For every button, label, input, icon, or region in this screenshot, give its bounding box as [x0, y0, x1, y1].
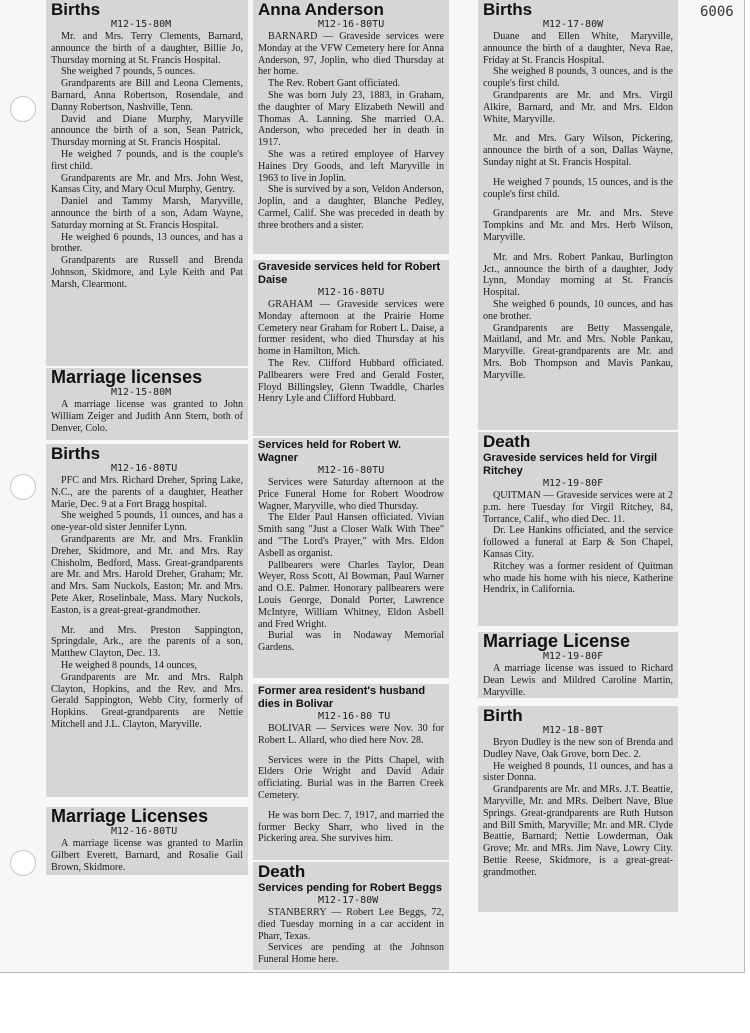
paragraph: Dr. Lee Hankins officiated, and the service followed a funeral at Earp & Son Chapel, Kansas City. — [483, 525, 673, 560]
paragraph: Grandparents are Mr. and Mrs. Franklin Dreher, Skidmore, and Mr. and Mrs. Ray Chisholm, Bedford, Mass. Great-grandparents are Mr. and Mrs. Harold Dreher, Graham; Mr. and Mrs. Sam Nuckols, Easton; Mr. and Mrs. Pete Aker, Roselinbale, Mass. Mary Nuckols, Easton, is a great-great-grandmother. — [51, 533, 243, 616]
clipping-marriage-licenses-2 — [46, 807, 248, 875]
clipping-heading: Births — [51, 444, 101, 463]
clipping-heading: Anna Anderson — [258, 0, 384, 19]
binder-hole — [10, 474, 36, 500]
clipping-robert-beggs — [253, 862, 449, 970]
clipping-heading: Births — [51, 0, 101, 19]
paragraph: Grandparents are Mr. and Mrs. John West, Kansas City, and Mary Ocul Murphy, Gentry. — [51, 172, 243, 196]
paragraph: Burial was in Nodaway Memorial Gardens. — [258, 630, 444, 654]
clipping-robert-daise — [253, 260, 449, 436]
clipping-subheading: Graveside services held for Virgil Ritchey — [483, 452, 658, 477]
paragraph: She weighed 7 pounds, 5 ounces. — [61, 66, 196, 78]
paragraph: Mr. and Mrs. Gary Wilson, Pickering, announce the birth of a son, Dallas Wayne, Sunday night at St. Francis Hospital. — [483, 133, 673, 168]
handwritten-date: M12-16-80TU — [111, 826, 178, 837]
paragraph: Services were Saturday afternoon at the Price Funeral Home for Robert Woodrow Wagner, Maryville, who died Thursday. — [258, 477, 444, 512]
handwritten-date: M12-15-80M — [111, 19, 172, 30]
paragraph: PFC and Mrs. Richard Dreher, Spring Lake, N.C., are the parents of a daughter, Heather Marie, Dec. 9 at a Fort Bragg hospital. — [51, 475, 243, 510]
clipping-births-2 — [46, 444, 248, 797]
paragraph: The Elder Paul Hansen officiated. Vivian Smith sang "Just a Closer Walk With Thee" and "The Lord's Prayer," with Mrs. Eldon Asbell as organist. — [258, 512, 444, 559]
page-number: 6006 — [700, 4, 734, 20]
handwritten-date: M12-17-80W — [318, 895, 379, 906]
paragraph: He was born Dec. 7, 1917, and married the former Becky Sharr, who lived in the Pickering area. She survives him. — [258, 809, 444, 845]
clipping-anna-anderson — [253, 0, 449, 254]
clipping-heading: Death — [483, 432, 531, 451]
handwritten-date: M12-18-80T — [543, 725, 604, 736]
paragraph: The Rev. Robert Gant officiated. — [268, 78, 401, 90]
paragraph: Grandparents are Russell and Brenda Johnson, Skidmore, and Lyle Keith and Pat Marsh, Clearmont. — [51, 255, 243, 290]
clipping-heading: Marriage Licenses — [51, 807, 209, 826]
clipping-marriage-licenses-1 — [46, 368, 248, 440]
binder-hole — [10, 850, 36, 876]
paragraph: He weighed 7 pounds, 15 ounces, and is the couple's first child. — [483, 176, 673, 200]
clipping-subheading: Services pending for Robert Beggs — [258, 882, 442, 894]
paragraph: Pallbearers were Charles Taylor, Dean Weyer, Ross Scott, Al Bowman, Paul Warner and O.E. Palmer. Honorary pallbearers were Louis George, Donald Porter, Lawrence McIntyre, William Whitney, Eldon Asbell and Fred Wright. — [258, 559, 444, 630]
paragraph: BARNARD — Graveside services were Monday at the VFW Cemetery here for Anna Anderson, 97, Joplin, who died Thursday at her home. — [258, 31, 444, 78]
paragraph: QUITMAN — Graveside services were at 2 p.m. here Tuesday for Virgil Ritchey, 84, Torrance, Calif., who died Dec. 11. — [483, 490, 673, 525]
clipping-births-3 — [478, 0, 678, 430]
handwritten-date: M12-15-80M — [111, 387, 172, 398]
clipping-heading: Marriage licenses — [51, 368, 203, 387]
paragraph: He weighed 8 pounds, 11 ounces, and has a sister Donna. — [483, 760, 673, 784]
clipping-heading: Death — [258, 862, 306, 881]
paragraph: A marriage license was issued to Richard Dean Lewis and Mildred Caroline Martin, Maryville. — [483, 663, 673, 698]
paragraph: A marriage license was granted to Marlin Gilbert Everett, Barnard, and Rosalie Gail Brown, Skidmore. — [51, 838, 243, 873]
paragraph: Mr. and Mrs. Robert Pankau, Burlington Jct., announce the birth of a daughter, Jody Lynn, Monday morning at St. Francis Hospital. — [483, 251, 673, 299]
paragraph: Mr. and Mrs. Preston Sappington, Springdale, Ark., are the parents of a son, Matthew Clayton, Dec. 13. — [51, 624, 243, 660]
clipping-heading: Marriage License — [483, 632, 631, 651]
paragraph: Grandparents are Mr. and Mrs. Virgil Alkire, Barnard, and Mr. and Mrs. Eldon White, Maryville. — [483, 89, 673, 125]
handwritten-date: M12-16-80 TU — [318, 711, 391, 722]
clipping-marriage-license-3 — [478, 632, 678, 698]
clipping-heading: Graveside services held for Robert Daise — [258, 261, 441, 286]
clipping-birth-4 — [478, 706, 678, 912]
paragraph: He weighed 6 pounds, 13 ounces, and has a brother. — [51, 231, 243, 255]
paragraph: Grandparents are Mr. and Mrs. Steve Tompkins and Mr. and Mrs. Herb Wilson, Maryville. — [483, 208, 673, 243]
paragraph: She is survived by a son, Veldon Anderson, Joplin, and a daughter, Blanche Pedley, Carmel, Calif. She was preceded in death by three brothers and a sister. — [258, 184, 444, 231]
paragraph: David and Diane Murphy, Maryville announce the birth of a son, Sean Patrick, Thursday morning at St. Francis Hospital. — [51, 113, 243, 149]
paragraph: She weighed 5 pounds, 11 ounces, and has a one-year-old sister Jennifer Lynn. — [51, 510, 243, 534]
paragraph: He weighed 7 pounds, and is the couple's first child. — [51, 148, 243, 172]
handwritten-date: M12-16-80TU — [318, 19, 385, 30]
paragraph: The Rev. Clifford Hubbard officiated. Pallbearers were Fred and Gerald Foster, Floyd Billingsley, Glenn Twaddle, Charles Henry Lyle and Clifford Hubbard. — [258, 357, 444, 405]
paragraph: Duane and Ellen White, Maryville, announce the birth of a daughter, Neva Rae, Friday at St. Francis Hospital. — [483, 31, 673, 66]
paragraph: Grandparents are Mr. and MRs. J.T. Beattie, Maryville, Mr. and MRs. Delbert Nave, Blue Springs. Great-grandparents are Ruth Hutson and Bill Smith, Maryville; Mr. and MR. Clyde Beattie, Barnard; Nettie Lowderman, Oak Grove; Mr. and MRs. Jim Nave, Lowry City. Bettie Reese, Skidmore, is a great-great-grandmother. — [483, 784, 673, 878]
handwritten-date: M12-19-80F — [543, 478, 604, 489]
handwritten-date: M12-16-80TU — [318, 465, 385, 476]
binder-hole — [10, 96, 36, 122]
clipping-virgil-ritchey — [478, 432, 678, 626]
paragraph: Services are pending at the Johnson Funeral Home here. — [258, 942, 444, 966]
clipping-heading: Birth — [483, 706, 523, 725]
clipping-heading: Births — [483, 0, 533, 19]
paragraph: Grandparents are Mr. and Mrs. Ralph Clayton, Hopkins, and the Rev. and Mrs. Gerald Sappington, Webb City, formerly of Hopkins. Great-grandparents are Nettie Mitchell and J.L. Clayton, Maryville. — [51, 671, 243, 730]
handwritten-date: M12-16-80TU — [318, 287, 385, 298]
clipping-robert-allard — [253, 684, 449, 860]
clipping-robert-wagner — [253, 438, 449, 678]
paragraph: A marriage license was granted to John William Zeiger and Judith Ann Stern, both of Denver, Colo. — [51, 399, 243, 434]
clipping-heading: Former area resident's husband dies in Bolivar — [258, 685, 426, 710]
paragraph: Services were in the Pitts Chapel, with Elders Orie Wright and David Adair officiating. Burial was in the Barren Creek Cemetery. — [258, 754, 444, 801]
paragraph: She weighed 6 pounds, 10 ounces, and has one brother. — [483, 298, 673, 322]
clipping-heading: Services held for Robert W. Wagner — [258, 439, 402, 464]
paragraph: Daniel and Tammy Marsh, Maryville, announce the birth of a son, Adam Wayne, Saturday morning at St. Francis Hospital. — [51, 196, 243, 231]
paragraph: She weighed 8 pounds, 3 ounces, and is the couple's first child. — [483, 66, 673, 90]
paragraph: Mr. and Mrs. Terry Clements, Barnard, announce the birth of a daughter, Billie Jo, Thursday morning at St. Francis Hospital. — [51, 31, 243, 66]
paragraph: Bryon Dudley is the new son of Brenda and Dudley Nave, Oak Grove, born Dec. 2. — [483, 737, 673, 760]
clipping-births-1 — [46, 0, 248, 366]
handwritten-date: M12-16-80TU — [111, 463, 178, 474]
handwritten-date: M12-19-80F — [543, 651, 604, 662]
paragraph: She was a retired employee of Harvey Haines Dry Goods, and left Maryville in 1963 to live in Joplin. — [258, 148, 444, 184]
handwritten-date: M12-17-80W — [543, 19, 604, 30]
paragraph: GRAHAM — Graveside services were Monday afternoon at the Prairie Home Cemetery near Graham for Robert L. Daise, a former resident, who died Thursday at his home in Hamilton, Mich. — [258, 299, 444, 358]
paragraph: BOLIVAR — Services were Nov. 30 for Robert L. Allard, who died here Nov. 28. — [258, 723, 444, 746]
paragraph: He weighed 8 pounds, 14 ounces, — [61, 659, 197, 671]
paragraph: STANBERRY — Robert Lee Beggs, 72, died Tuesday morning in a car accident in Pharr, Texas. — [258, 907, 444, 942]
paragraph: Grandparents are Bill and Leona Clements, Barnard, Anna Robertson, Rosendale, and Danny Robertson, Nashville, Tenn. — [51, 78, 243, 113]
paragraph: Grandparents are Betty Massengale, Maitland, and Mr. and Mrs. Noble Pankau, Maryville. Great-grandparents are Mr. and Mrs. Bob Thompson and Mavis Pankau, Maryville. — [483, 322, 673, 381]
paragraph: She was born July 23, 1883, in Graham, the daughter of Mary Elizabeth Newill and Thomas A. Lanning. She married O.A. Anderson, who preceded her in death in 1917. — [258, 89, 444, 149]
paragraph: Ritchey was a former resident of Quitman who made his home with his niece, Katherine Hendrix, in California. — [483, 560, 673, 596]
